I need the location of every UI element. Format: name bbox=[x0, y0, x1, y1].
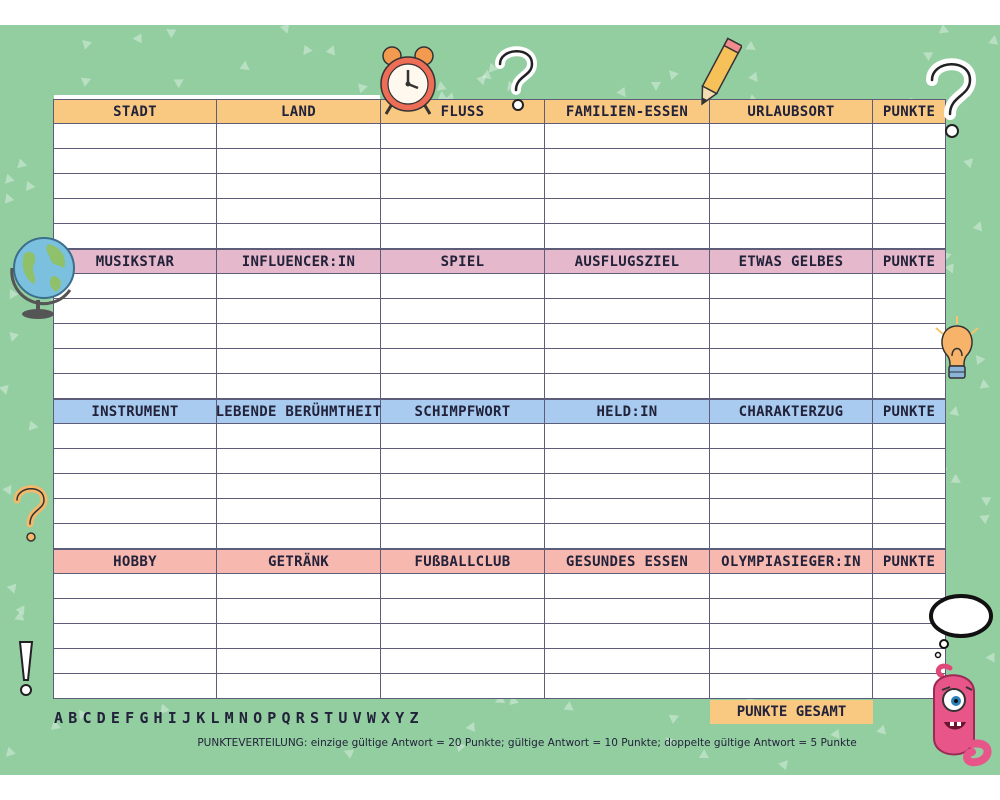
alphabet-letter[interactable]: M bbox=[224, 709, 234, 727]
question-mark-icon bbox=[492, 44, 538, 114]
answer-cell[interactable] bbox=[53, 449, 217, 474]
answer-cell[interactable] bbox=[53, 324, 217, 349]
answer-cell[interactable] bbox=[545, 524, 710, 549]
column-header: FUßBALLCLUB bbox=[381, 549, 545, 574]
alphabet-letter[interactable]: V bbox=[352, 709, 362, 727]
answer-cell[interactable] bbox=[545, 424, 710, 449]
answer-cell[interactable] bbox=[53, 574, 217, 599]
answer-cell[interactable] bbox=[710, 499, 873, 524]
pattern-triangle bbox=[748, 72, 761, 85]
pattern-triangle bbox=[240, 61, 253, 74]
column-header: LEBENDE BERÜHMTHEIT bbox=[217, 399, 381, 424]
alphabet-letter[interactable]: B bbox=[68, 709, 78, 727]
answer-cell[interactable] bbox=[545, 574, 710, 599]
alphabet-letter[interactable]: K bbox=[196, 709, 206, 727]
answer-cell[interactable] bbox=[545, 299, 710, 324]
column-header: INSTRUMENT bbox=[53, 399, 217, 424]
answer-cell[interactable] bbox=[873, 149, 946, 174]
alphabet-letter[interactable]: I bbox=[167, 709, 177, 727]
total-points-label: PUNKTE GESAMT bbox=[736, 704, 847, 720]
answer-cell[interactable] bbox=[217, 524, 381, 549]
answer-cell[interactable] bbox=[710, 299, 873, 324]
column-header: PUNKTE bbox=[873, 399, 946, 424]
answer-cell[interactable] bbox=[873, 524, 946, 549]
pattern-triangle bbox=[28, 421, 39, 432]
pattern-triangle bbox=[979, 510, 992, 523]
pattern-triangle bbox=[14, 610, 25, 620]
answer-cell[interactable] bbox=[217, 149, 381, 174]
alphabet-row bbox=[54, 709, 419, 727]
pattern-triangle bbox=[949, 405, 961, 416]
pattern-triangle bbox=[280, 25, 292, 35]
answer-cell[interactable] bbox=[545, 199, 710, 224]
column-header: AUSFLUGSZIEL bbox=[545, 249, 710, 274]
column-header: ETWAS GELBES bbox=[710, 249, 873, 274]
answer-cell[interactable] bbox=[381, 624, 545, 649]
answer-cell[interactable] bbox=[545, 174, 710, 199]
answer-cell[interactable] bbox=[381, 224, 545, 249]
alphabet-letter[interactable]: Z bbox=[409, 709, 419, 727]
answer-cell[interactable] bbox=[873, 174, 946, 199]
answer-cell[interactable] bbox=[873, 199, 946, 224]
column-header: MUSIKSTAR bbox=[53, 249, 217, 274]
answer-cell[interactable] bbox=[217, 574, 381, 599]
answer-cell[interactable] bbox=[710, 274, 873, 299]
pattern-triangle bbox=[651, 82, 661, 91]
answer-cell[interactable] bbox=[381, 424, 545, 449]
answer-cell[interactable] bbox=[545, 374, 710, 399]
answer-cell[interactable] bbox=[710, 649, 873, 674]
alarm-clock-icon bbox=[376, 44, 440, 116]
game-table bbox=[53, 99, 946, 699]
pattern-triangle bbox=[80, 40, 92, 51]
answer-cell[interactable] bbox=[217, 124, 381, 149]
pattern-triangle bbox=[564, 701, 575, 711]
answer-cell[interactable] bbox=[381, 649, 545, 674]
alphabet-letter[interactable]: H bbox=[153, 709, 163, 727]
pattern-triangle bbox=[979, 493, 992, 506]
pattern-triangle bbox=[164, 25, 177, 38]
answer-cell[interactable] bbox=[545, 624, 710, 649]
answer-cell[interactable] bbox=[381, 574, 545, 599]
answer-cell[interactable] bbox=[710, 474, 873, 499]
answer-cell[interactable] bbox=[710, 374, 873, 399]
answer-cell[interactable] bbox=[53, 674, 217, 699]
alphabet-letter[interactable]: P bbox=[267, 709, 277, 727]
globe-icon bbox=[8, 232, 80, 320]
answer-cell[interactable] bbox=[710, 224, 873, 249]
column-header: FAMILIEN-ESSEN bbox=[545, 99, 710, 124]
exclamation-mark-icon bbox=[12, 638, 40, 700]
answer-cell[interactable] bbox=[381, 474, 545, 499]
answer-cell[interactable] bbox=[53, 624, 217, 649]
answer-cell[interactable] bbox=[217, 374, 381, 399]
alphabet-letter[interactable]: Q bbox=[281, 709, 291, 727]
answer-cell[interactable] bbox=[381, 299, 545, 324]
answer-cell[interactable] bbox=[217, 349, 381, 374]
answer-cell[interactable] bbox=[53, 149, 217, 174]
answer-cell[interactable] bbox=[873, 424, 946, 449]
answer-cell[interactable] bbox=[217, 474, 381, 499]
answer-cell[interactable] bbox=[545, 499, 710, 524]
answer-cell[interactable] bbox=[710, 424, 873, 449]
answer-cell[interactable] bbox=[873, 274, 946, 299]
pattern-triangle bbox=[944, 264, 957, 276]
answer-cell[interactable] bbox=[710, 174, 873, 199]
alphabet-letter[interactable]: X bbox=[381, 709, 391, 727]
total-points-box[interactable] bbox=[710, 700, 873, 724]
answer-cell[interactable] bbox=[710, 574, 873, 599]
answer-cell[interactable] bbox=[710, 349, 873, 374]
answer-cell[interactable] bbox=[53, 649, 217, 674]
pattern-triangle bbox=[174, 75, 187, 88]
column-header: PUNKTE bbox=[873, 549, 946, 574]
column-header: STADT bbox=[53, 99, 217, 124]
answer-cell[interactable] bbox=[53, 474, 217, 499]
answer-cell[interactable] bbox=[545, 349, 710, 374]
alphabet-letter[interactable]: D bbox=[96, 709, 106, 727]
pattern-triangle bbox=[876, 724, 889, 737]
column-header: FLUSS bbox=[381, 99, 545, 124]
answer-cell[interactable] bbox=[217, 224, 381, 249]
pattern-triangle bbox=[778, 756, 791, 769]
answer-cell[interactable] bbox=[710, 124, 873, 149]
answer-cell[interactable] bbox=[53, 349, 217, 374]
alphabet-letter[interactable]: S bbox=[309, 709, 319, 727]
alphabet-letter[interactable]: C bbox=[82, 709, 92, 727]
scoring-note-text: PUNKTEVERTEILUNG: einzige gültige Antwort = 20 Punkte; gültige Antwort = 10 Punkte; doppelte gültige Antwort = 5 Punkte bbox=[197, 737, 857, 749]
answer-cell[interactable] bbox=[53, 199, 217, 224]
answer-cell[interactable] bbox=[53, 524, 217, 549]
answer-cell[interactable] bbox=[217, 624, 381, 649]
pattern-triangle bbox=[1, 174, 14, 187]
answer-cell[interactable] bbox=[545, 474, 710, 499]
answer-cell[interactable] bbox=[545, 324, 710, 349]
answer-cell[interactable] bbox=[873, 474, 946, 499]
alphabet-letter[interactable]: R bbox=[295, 709, 305, 727]
answer-cell[interactable] bbox=[710, 449, 873, 474]
column-header: HOBBY bbox=[53, 549, 217, 574]
answer-cell[interactable] bbox=[381, 274, 545, 299]
answer-cell[interactable] bbox=[381, 124, 545, 149]
answer-cell[interactable] bbox=[710, 599, 873, 624]
answer-cell[interactable] bbox=[217, 674, 381, 699]
pattern-triangle bbox=[7, 583, 19, 595]
answer-cell[interactable] bbox=[217, 199, 381, 224]
column-header: HELD:IN bbox=[545, 399, 710, 424]
column-header: URLAUBSORT bbox=[710, 99, 873, 124]
column-header: GESUNDES ESSEN bbox=[545, 549, 710, 574]
answer-cell[interactable] bbox=[545, 599, 710, 624]
column-header: PUNKTE bbox=[873, 99, 946, 124]
pattern-triangle bbox=[665, 67, 678, 80]
answer-cell[interactable] bbox=[545, 674, 710, 699]
pattern-triangle bbox=[17, 159, 28, 171]
alphabet-letter[interactable]: A bbox=[54, 709, 64, 727]
pattern-triangle bbox=[939, 25, 951, 37]
column-header: SCHIMPFWORT bbox=[381, 399, 545, 424]
answer-cell[interactable] bbox=[710, 674, 873, 699]
answer-cell[interactable] bbox=[873, 224, 946, 249]
pattern-triangle bbox=[616, 87, 629, 100]
answer-cell[interactable] bbox=[873, 499, 946, 524]
question-mark-icon bbox=[10, 482, 50, 546]
answer-cell[interactable] bbox=[381, 599, 545, 624]
pattern-triangle bbox=[963, 154, 976, 167]
answer-cell[interactable] bbox=[217, 274, 381, 299]
answer-cell[interactable] bbox=[381, 499, 545, 524]
column-header: INFLUENCER:IN bbox=[217, 249, 381, 274]
light-bulb-icon bbox=[930, 314, 984, 388]
speech-bubble-icon bbox=[926, 592, 994, 662]
pattern-triangle bbox=[973, 219, 985, 231]
answer-cell[interactable] bbox=[381, 374, 545, 399]
answer-cell[interactable] bbox=[545, 124, 710, 149]
answer-cell[interactable] bbox=[545, 449, 710, 474]
answer-cell[interactable] bbox=[53, 174, 217, 199]
answer-cell[interactable] bbox=[710, 624, 873, 649]
pattern-triangle bbox=[745, 41, 758, 54]
alphabet-letter[interactable]: F bbox=[125, 709, 135, 727]
answer-cell[interactable] bbox=[217, 174, 381, 199]
alphabet-letter[interactable]: N bbox=[238, 709, 248, 727]
answer-cell[interactable] bbox=[545, 274, 710, 299]
pattern-triangle bbox=[2, 192, 14, 204]
answer-cell[interactable] bbox=[381, 174, 545, 199]
answer-cell[interactable] bbox=[710, 149, 873, 174]
answer-cell[interactable] bbox=[217, 299, 381, 324]
answer-cell[interactable] bbox=[381, 199, 545, 224]
alphabet-letter[interactable]: L bbox=[210, 709, 220, 727]
pencil-icon bbox=[694, 36, 742, 112]
column-header: SPIEL bbox=[381, 249, 545, 274]
pattern-triangle bbox=[26, 181, 36, 192]
pattern-triangle bbox=[133, 34, 142, 44]
answer-cell[interactable] bbox=[217, 449, 381, 474]
question-mark-icon bbox=[922, 56, 978, 142]
answer-cell[interactable] bbox=[217, 499, 381, 524]
pattern-triangle bbox=[951, 474, 964, 487]
pattern-triangle bbox=[699, 749, 709, 758]
answer-cell[interactable] bbox=[53, 499, 217, 524]
pattern-triangle bbox=[465, 722, 475, 733]
alphabet-letter[interactable]: T bbox=[324, 709, 334, 727]
pattern-triangle bbox=[669, 711, 681, 724]
answer-cell[interactable] bbox=[217, 599, 381, 624]
answer-cell[interactable] bbox=[381, 324, 545, 349]
alphabet-letter[interactable]: W bbox=[366, 709, 376, 727]
scoring-note bbox=[0, 737, 1000, 749]
column-header: CHARAKTERZUG bbox=[710, 399, 873, 424]
answer-cell[interactable] bbox=[545, 149, 710, 174]
alphabet-letter[interactable]: O bbox=[253, 709, 263, 727]
answer-cell[interactable] bbox=[545, 649, 710, 674]
column-header: LAND bbox=[217, 99, 381, 124]
pattern-triangle bbox=[988, 35, 999, 45]
alphabet-letter[interactable]: J bbox=[181, 709, 191, 727]
answer-cell[interactable] bbox=[381, 674, 545, 699]
pattern-triangle bbox=[81, 74, 93, 87]
pattern-triangle bbox=[299, 45, 312, 58]
answer-cell[interactable] bbox=[873, 449, 946, 474]
answer-cell[interactable] bbox=[381, 449, 545, 474]
pattern-triangle bbox=[7, 332, 19, 343]
alphabet-letter[interactable]: E bbox=[110, 709, 120, 727]
answer-cell[interactable] bbox=[381, 149, 545, 174]
answer-cell[interactable] bbox=[381, 349, 545, 374]
pattern-triangle bbox=[354, 80, 367, 93]
pattern-triangle bbox=[0, 384, 11, 395]
answer-cell[interactable] bbox=[53, 374, 217, 399]
answer-cell[interactable] bbox=[217, 324, 381, 349]
answer-cell[interactable] bbox=[710, 524, 873, 549]
alphabet-letter[interactable]: Y bbox=[395, 709, 405, 727]
alphabet-letter[interactable]: G bbox=[139, 709, 149, 727]
answer-cell[interactable] bbox=[53, 124, 217, 149]
monster-icon bbox=[914, 660, 994, 770]
alphabet-letter[interactable]: U bbox=[338, 709, 348, 727]
answer-cell[interactable] bbox=[545, 224, 710, 249]
answer-cell[interactable] bbox=[217, 424, 381, 449]
column-header: OLYMPIASIEGER:IN bbox=[710, 549, 873, 574]
answer-cell[interactable] bbox=[710, 324, 873, 349]
answer-cell[interactable] bbox=[381, 524, 545, 549]
answer-cell[interactable] bbox=[217, 649, 381, 674]
answer-cell[interactable] bbox=[53, 424, 217, 449]
answer-cell[interactable] bbox=[53, 599, 217, 624]
column-header: PUNKTE bbox=[873, 249, 946, 274]
pattern-triangle bbox=[326, 44, 339, 56]
answer-cell[interactable] bbox=[710, 199, 873, 224]
column-header: GETRÄNK bbox=[217, 549, 381, 574]
